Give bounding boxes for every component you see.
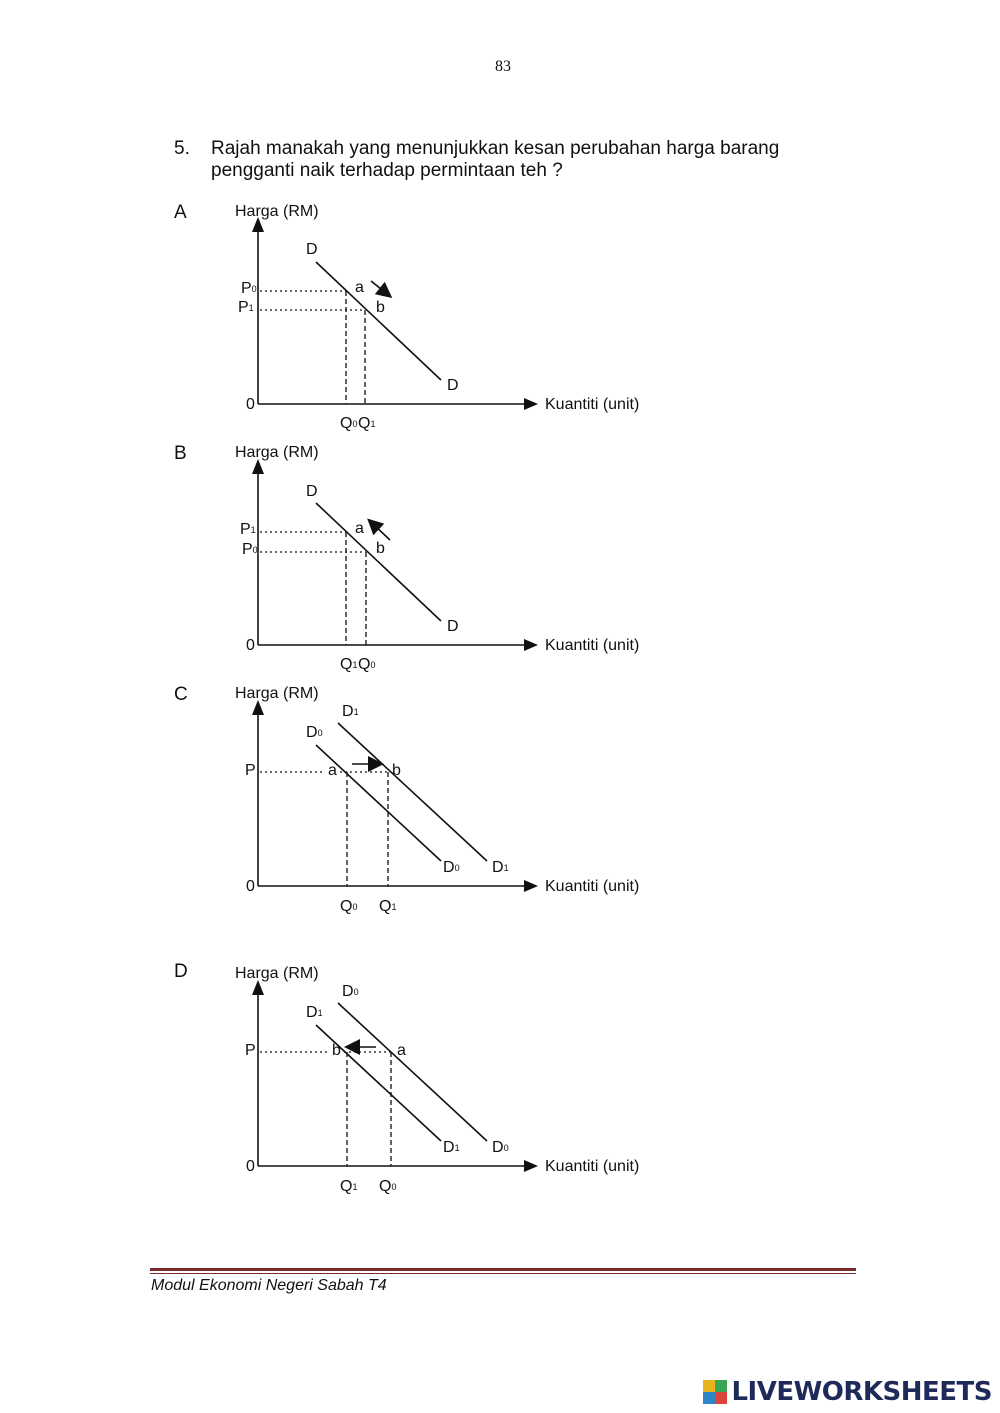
page-number: 83: [495, 58, 511, 75]
diagram-c: [0, 678, 1000, 938]
x-axis-arrow-icon: [524, 880, 538, 892]
qty-label-left: Q1: [340, 656, 358, 673]
curve-label-top: D: [306, 241, 318, 258]
curve-label-top: D: [306, 483, 318, 500]
qty-label-left: Q1: [340, 1178, 358, 1195]
y-axis-label: Harga (RM): [235, 444, 319, 461]
price-label-lower: P1: [238, 299, 254, 316]
price-label-upper: P1: [240, 521, 256, 538]
price-label: P: [245, 1042, 256, 1059]
x-axis-arrow-icon: [524, 639, 538, 651]
origin-label: 0: [246, 637, 255, 654]
x-axis-label: Kuantiti (unit): [545, 878, 640, 895]
point-right-label: a: [397, 1042, 406, 1059]
y-axis-arrow-icon: [252, 980, 264, 995]
origin-label: 0: [246, 878, 255, 895]
footer-rule-thin: [150, 1273, 856, 1274]
demand-curve: [316, 503, 441, 621]
x-axis-arrow-icon: [524, 1160, 538, 1172]
origin-label: 0: [246, 396, 255, 413]
right-curve-label-end: D1: [492, 859, 509, 876]
y-axis-label: Harga (RM): [235, 203, 319, 220]
point-b-label: b: [376, 299, 385, 316]
x-axis-arrow-icon: [524, 398, 538, 410]
left-curve-label-end: D1: [443, 1139, 460, 1156]
left-curve-label-top: D0: [306, 724, 323, 741]
left-curve-label-end: D0: [443, 859, 460, 876]
y-axis-arrow-icon: [252, 700, 264, 715]
option-letter-a[interactable]: A: [174, 202, 187, 223]
diagram-b: [0, 437, 1000, 697]
demand-curve: [316, 262, 441, 380]
qty-label-right: Q0: [379, 1178, 397, 1195]
option-letter-c[interactable]: C: [174, 684, 188, 705]
diagram-a: [0, 196, 1000, 456]
liveworksheets-brand[interactable]: [703, 1376, 992, 1408]
option-letter-d[interactable]: D: [174, 961, 188, 982]
qty-label-right: Q0: [358, 656, 376, 673]
left-curve-label-top: D1: [306, 1004, 323, 1021]
question-text: Rajah manakah yang menunjukkan kesan perubahan harga barang pengganti naik terhadap permintaan teh ?: [211, 138, 780, 181]
x-axis-label: Kuantiti (unit): [545, 396, 640, 413]
qty-label-left: Q0: [340, 415, 358, 432]
point-a-label: a: [355, 279, 364, 296]
point-b-label: b: [376, 540, 385, 557]
movement-arrow-icon: [371, 281, 386, 293]
right-curve-label-top: D0: [342, 983, 359, 1000]
point-right-label: b: [392, 762, 401, 779]
footer-rule: [150, 1268, 856, 1271]
liveworksheets-logo-icon: [703, 1380, 727, 1404]
demand-curve-right: [338, 723, 487, 861]
question-number: 5.: [174, 138, 190, 159]
qty-label-left: Q0: [340, 898, 358, 915]
price-label-upper: P0: [241, 280, 257, 297]
right-curve-label-end: D0: [492, 1139, 509, 1156]
point-left-label: b: [332, 1042, 341, 1059]
point-left-label: a: [328, 762, 337, 779]
qty-label-right: Q1: [358, 415, 376, 432]
price-label: P: [245, 762, 256, 779]
curve-label-end: D: [447, 618, 459, 635]
point-a-label: a: [355, 520, 364, 537]
price-label-lower: P0: [242, 541, 258, 558]
movement-arrow-icon: [373, 524, 390, 540]
origin-label: 0: [246, 1158, 255, 1175]
y-axis-label: Harga (RM): [235, 685, 319, 702]
brand-name: LIVEWORKSHEETS: [731, 1377, 992, 1407]
option-letter-b[interactable]: B: [174, 443, 187, 464]
right-curve-label-top: D1: [342, 703, 359, 720]
curve-label-end: D: [447, 377, 459, 394]
demand-curve-right: [338, 1003, 487, 1141]
x-axis-label: Kuantiti (unit): [545, 1158, 640, 1175]
y-axis-arrow-icon: [252, 459, 264, 474]
qty-label-right: Q1: [379, 898, 397, 915]
footer-text: Modul Ekonomi Negeri Sabah T4: [151, 1277, 387, 1294]
diagram-d: [0, 958, 1000, 1218]
y-axis-label: Harga (RM): [235, 965, 319, 982]
x-axis-label: Kuantiti (unit): [545, 637, 640, 654]
